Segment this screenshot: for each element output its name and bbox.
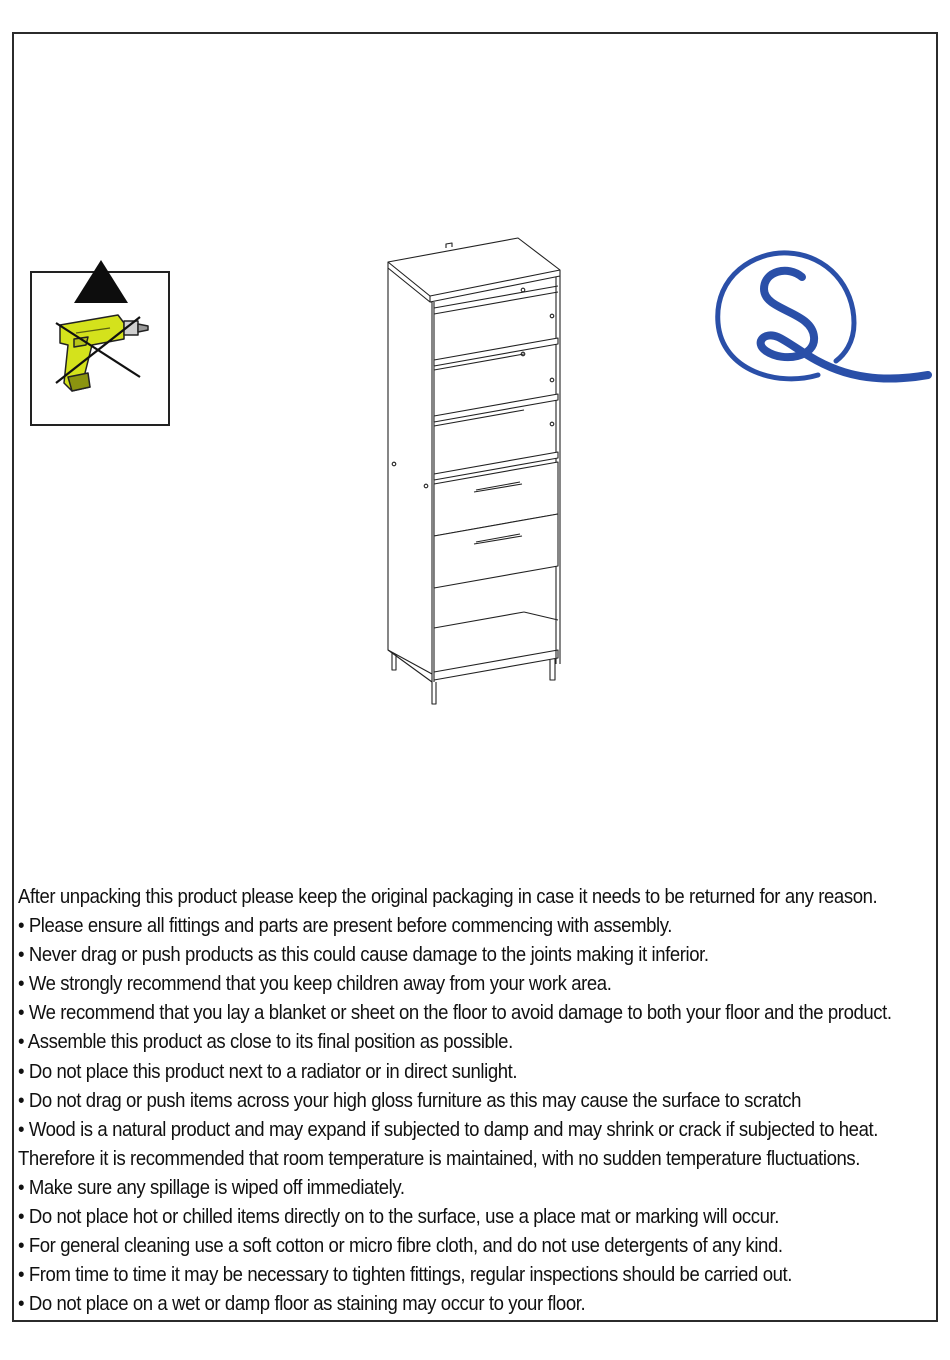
- instruction-item: Therefore it is recommended that room temperature is maintained, with no sudden temperature fluctuations.: [18, 1146, 861, 1170]
- instruction-item: • Make sure any spillage is wiped off immediately.: [18, 1175, 405, 1199]
- instruction-item: • Never drag or push products as this could cause damage to the joints making it inferior.: [18, 943, 709, 967]
- instruction-item: • For general cleaning use a soft cotton or micro fibre cloth, and do not use detergents of any kind.: [18, 1234, 783, 1258]
- instruction-intro: After unpacking this product please keep the original packaging in case it needs to be returned for any reason.: [18, 885, 878, 908]
- instruction-item: • From time to time it may be necessary to tighten fittings, regular inspections should be carried out.: [18, 1263, 793, 1287]
- instruction-item: • Assemble this product as close to its final position as possible.: [18, 1030, 513, 1054]
- instruction-item: • We recommend that you lay a blanket or sheet on the floor to avoid damage to both your floor and the product.: [18, 1001, 892, 1025]
- warning-triangle-icon: [72, 258, 130, 304]
- instruction-item: • Do not place on a wet or damp floor as staining may occur to your floor.: [18, 1292, 586, 1316]
- instruction-item: • Do not place hot or chilled items directly on to the surface, use a place mat or marking will occur.: [18, 1205, 780, 1229]
- brand-logo: [708, 245, 938, 397]
- instruction-item: • Do not place this product next to a radiator or in direct sunlight.: [18, 1059, 518, 1083]
- care-instructions: [18, 882, 892, 1318]
- instruction-item: • Wood is a natural product and may expand if subjected to damp and may shrink or crack if subjected to heat.: [18, 1117, 878, 1141]
- instruction-item: • Do not drag or push items across your high gloss furniture as this may cause the surface to scratch: [18, 1088, 802, 1112]
- bookcase-illustration: [380, 234, 570, 710]
- instruction-item: • We strongly recommend that you keep children away from your work area.: [18, 972, 612, 996]
- instruction-item: • Please ensure all fittings and parts are present before commencing with assembly.: [18, 914, 672, 938]
